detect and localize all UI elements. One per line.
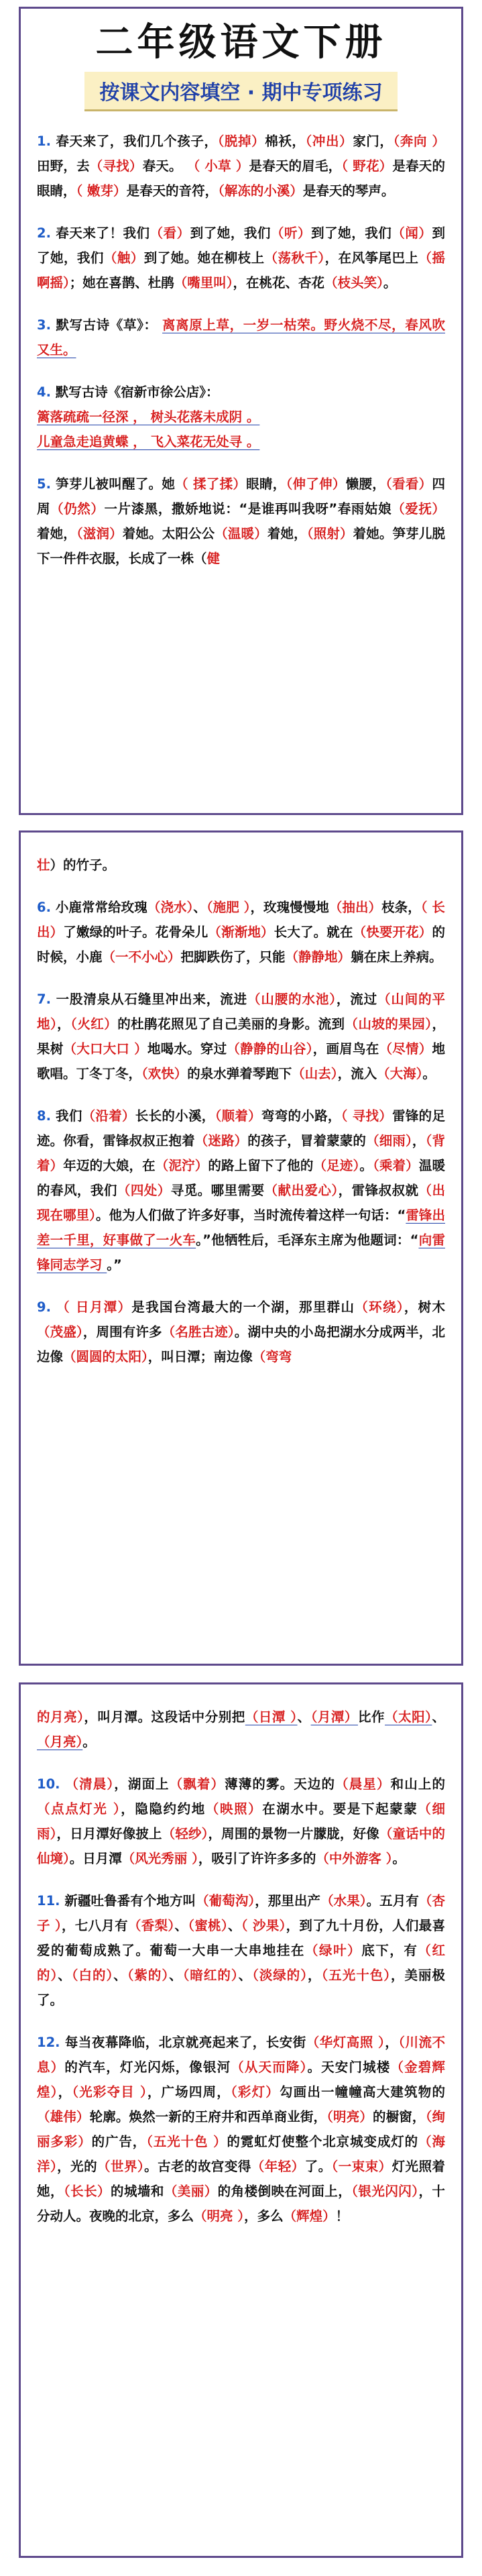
answer-text: （仍然）: [50, 501, 105, 517]
question-text: 是春天的眼睛，: [37, 158, 445, 199]
answer-text: （清晨）: [65, 1776, 115, 1792]
answer-text: （绚丽多彩）: [37, 2109, 445, 2149]
question-text: ，光的: [57, 2159, 98, 2174]
answer-text: （四处）: [117, 1183, 171, 1198]
exercise-item: [37, 895, 445, 969]
question-text: 春天。: [142, 158, 187, 174]
question-text: 、: [193, 900, 206, 915]
subtitle-banner: [21, 72, 461, 111]
question-text: ，日月潭好像披上: [56, 1826, 162, 1841]
question-text: ，流入: [337, 1066, 377, 1081]
question-text: 默写古诗《宿新市徐公店》：: [50, 384, 219, 400]
answer-text: （背着）: [37, 1133, 445, 1173]
answer-text: （葡萄沟）: [196, 1893, 255, 1909]
answer-text: （彩灯）: [230, 2084, 280, 2100]
answer-text: （杏子 ）: [37, 1893, 445, 1933]
answer-text: （触）: [103, 250, 144, 266]
answer-text: 的月亮）: [37, 1709, 84, 1725]
answer-text: （泥泞）: [155, 1158, 208, 1173]
question-text: 是春天的眉毛，: [249, 158, 342, 174]
exercise-item: [37, 987, 445, 1086]
item-number: 12.: [37, 2035, 60, 2050]
question-text: 。湖中央的小岛把湖水分成两半，北边像: [37, 1324, 445, 1364]
answer-text: （太阳）: [385, 1709, 432, 1725]
answer-text: （圆圆的太阳）: [63, 1349, 148, 1364]
question-text: 。: [392, 1851, 406, 1866]
answer-text: （美丽）: [164, 2184, 218, 2199]
question-text: 长长的小溪，: [135, 1108, 215, 1124]
answer-text: （月亮）: [37, 1734, 83, 1750]
question-text: 到了她，我们: [190, 225, 271, 241]
answer-text: （金碧辉煌）: [37, 2059, 445, 2100]
question-text: 了嫩绿的叶子。花骨朵儿: [63, 924, 208, 940]
question-text: 和山上的: [390, 1776, 445, 1792]
question-text: 枝条，: [381, 900, 421, 915]
question-text: 底下，有: [361, 1943, 418, 1958]
question-text: 的孩子，冒着蒙蒙的: [247, 1133, 367, 1148]
answer-text: （荡秋千）: [264, 250, 325, 266]
answer-text: （从天而降）: [231, 2059, 308, 2075]
answer-text: （ 沙果）: [241, 1918, 286, 1933]
answer-text: （轻纱）: [162, 1826, 208, 1841]
answer-text: （一束束）: [331, 2159, 392, 2174]
question-text: 春天来了，我们几个孩子，: [50, 133, 218, 149]
question-text: 一股清泉从石缝里冲出来，流进: [50, 991, 247, 1007]
question-text: ，流过: [336, 991, 377, 1007]
answer-text: （环绕）: [355, 1299, 404, 1315]
question-text: 我们: [50, 1108, 82, 1124]
question-text: ，雷锋叔叔就: [338, 1183, 419, 1198]
answer-text: （脱掉）: [217, 133, 265, 149]
question-text: 是春天的音符，: [126, 183, 219, 199]
answer-text: （茂盛）: [37, 1324, 83, 1340]
item-number: 11.: [37, 1893, 60, 1909]
answer-text: （雄伟）: [37, 2109, 90, 2125]
question-text: ，在桃花、杏花: [233, 275, 325, 290]
question-text: ，: [412, 1133, 426, 1148]
exercise-item: [37, 129, 445, 203]
question-text: 躺在床上养病。: [351, 949, 442, 965]
answer-text: （山间的平地）: [37, 991, 445, 1032]
item-number: 10.: [37, 1776, 60, 1792]
answer-text: （尽情）: [379, 1041, 432, 1057]
answer-text: （暗红的）: [182, 1968, 239, 1983]
answer-text: 向雷锋同志学习: [37, 1232, 445, 1273]
question-text: ，到了九十月份，人们最喜爱的葡萄成熟了。葡萄一大串一大串地挂在: [37, 1918, 445, 1958]
question-text: 勾画出一幢幢高大建筑物的: [279, 2084, 445, 2100]
answer-text: （爱抚）: [391, 501, 445, 517]
question-text: ）的竹子。: [50, 857, 116, 873]
answer-text: 壮: [37, 857, 50, 873]
page-3: [19, 1682, 463, 2558]
answer-text: （银光闪闪）: [351, 2184, 419, 2199]
question-text: ，广场四周，: [147, 2084, 231, 2100]
question-text: 。: [422, 1066, 436, 1081]
question-text: 懒腰，: [345, 476, 386, 492]
answer-text: （火红）: [70, 1016, 118, 1032]
answer-text: （大口大口 ）: [63, 1041, 147, 1057]
answer-text: （ 野花）: [341, 158, 393, 174]
question-text: 、: [227, 1918, 241, 1933]
question-text: 。他为人们做了许多好事，当时流传着这样一句话：“: [95, 1208, 406, 1223]
item-number: 1.: [37, 133, 51, 149]
question-text: 弯弯的小路，: [261, 1108, 341, 1124]
exercise-item: [37, 1295, 445, 1369]
question-text: ，周围有许多: [82, 1324, 162, 1340]
item-number: 5.: [37, 476, 51, 492]
item-number: 6.: [37, 900, 51, 915]
question-text: ，: [57, 1016, 71, 1032]
answer-text: 儿童急走追黄蝶 ， 飞入菜花无处寻 。: [37, 434, 260, 449]
answer-text: 篱落疏疏一径深 ， 树头花落未成阴 。: [37, 409, 260, 425]
question-text: ，多么: [244, 2208, 284, 2224]
answer-text: （五光十色 ）: [146, 2134, 227, 2149]
answer-text: （绿叶）: [304, 1943, 362, 1958]
answer-text: （晨星）: [335, 1776, 391, 1792]
exercise-item: [37, 313, 445, 362]
answer-text: （看）: [149, 225, 190, 241]
answer-text: 雷锋出差一千里，好事做了一火车: [37, 1208, 445, 1248]
question-text: 、: [174, 1918, 188, 1933]
question-text: ，玫瑰慢慢地: [250, 900, 329, 915]
exercise-item: [37, 1705, 445, 1754]
answer-text: （淡绿的）: [252, 1968, 308, 1983]
question-text: 的城墙和: [111, 2184, 164, 2199]
answer-text: （世界）: [97, 2159, 145, 2174]
answer-text: （顺着）: [215, 1108, 261, 1124]
question-text: 薄薄的雾。天边的: [225, 1776, 336, 1792]
answer-text: （风光秀丽 ）: [121, 1851, 198, 1866]
answer-text: （ 寻找）: [341, 1108, 393, 1124]
question-text: 长大了。就在: [274, 924, 353, 940]
question-text: 着她，: [37, 526, 76, 541]
question-text: 的霓虹灯使整个北京城变成灯的: [227, 2134, 419, 2149]
answer-text: （辉煌）: [283, 2208, 336, 2224]
question-text: 着她。太阳公公: [122, 526, 215, 541]
answer-text: （川流不息）: [37, 2035, 445, 2075]
question-text: 。: [383, 275, 397, 290]
question-text: ，: [308, 1968, 322, 1983]
answer-text: （华灯高照 ）: [306, 2035, 385, 2050]
question-text: 到了她，我们: [311, 225, 392, 241]
question-text: 地歌唱。丁冬丁冬，: [37, 1041, 445, 1081]
question-text: 比作: [357, 1709, 385, 1725]
question-text: 小鹿常常给玫瑰: [50, 900, 147, 915]
question-text: ，: [385, 2035, 399, 2050]
item-number: 8.: [37, 1108, 51, 1124]
answer-text: （献出爱心）: [264, 1183, 339, 1198]
page-2-content: [21, 833, 461, 1393]
question-text: 的杜鹃花照见了自己美丽的身影。流到: [117, 1016, 345, 1032]
question-text: 眼睛，: [246, 476, 286, 492]
answer-text: （山去）: [292, 1066, 338, 1081]
question-text: 的时候，小鹿: [37, 924, 445, 965]
answer-text: （欢快）: [141, 1066, 188, 1081]
question-text: ，七八月有: [61, 1918, 128, 1933]
question-text: 。”: [107, 1257, 122, 1273]
answer-text: （闻）: [391, 225, 432, 241]
answer-text: （紫的）: [127, 1968, 170, 1983]
answer-text: （映照）: [205, 1801, 263, 1817]
answer-text: （快要开花）: [353, 924, 432, 940]
answer-text: （ 揉了揉）: [175, 476, 247, 492]
question-text: 。: [359, 1158, 373, 1173]
answer-text: （沿着）: [82, 1108, 135, 1124]
question-text: 默写古诗《草》：: [50, 317, 163, 333]
item-number: 2.: [37, 225, 51, 241]
question-text: 田野，去: [37, 158, 90, 174]
answer-text: （出现在哪里）: [37, 1183, 445, 1223]
question-text: 一片漆黑，撒娇地说：“是谁再叫我呀”春雨姑娘: [104, 501, 392, 517]
answer-text: （红的）: [37, 1943, 445, 1983]
question-text: 着她。笋芽儿脱下一件件衣服，长成了一株（: [37, 526, 445, 566]
question-text: 灯光照着她，: [37, 2159, 445, 2199]
question-text: ，在风筝尾巴上: [324, 250, 419, 266]
question-text: 。古老的故宫变得: [144, 2159, 251, 2174]
question-text: 着她，: [267, 526, 307, 541]
answer-text: （冲出）: [305, 133, 353, 149]
answer-text: （香梨）: [127, 1918, 175, 1933]
answer-text: （山腰的水池）: [247, 991, 337, 1007]
answer-text: （伸了伸）: [286, 476, 346, 492]
question-text: 在湖水中。要是下起蒙蒙: [262, 1801, 418, 1817]
answer-text: （静静的山谷）: [227, 1041, 313, 1057]
question-text: 、: [238, 1968, 253, 1983]
question-text: ，十分动人。夜晚的北京，多么: [37, 2184, 445, 2224]
question-text: 的橱窗，: [372, 2109, 426, 2125]
answer-text: （名胜古迹）: [162, 1324, 235, 1340]
answer-text: （ 嫩芽）: [76, 183, 127, 199]
question-text: ，果树: [37, 1016, 445, 1057]
item-number: 3.: [37, 317, 51, 333]
answer-text: （月潭）: [310, 1709, 358, 1725]
answer-text: （ 长出）: [37, 900, 445, 940]
question-text: 家门，: [353, 133, 394, 149]
question-text: 、: [297, 1709, 311, 1725]
answer-text: （蜜桃）: [188, 1918, 228, 1933]
page-title: 二年级语文下册: [95, 21, 387, 64]
question-text: 寻觅。哪里需要: [170, 1183, 265, 1198]
answer-text: （年轻）: [251, 2159, 305, 2174]
question-text: 的广告，: [91, 2134, 147, 2149]
question-text: ，吸引了许许多多的: [198, 1851, 316, 1866]
question-text: 是春天的琴声。: [302, 183, 395, 199]
answer-text: （摇啊摇）: [37, 250, 445, 290]
question-text: ，隐隐约约地: [121, 1801, 206, 1817]
answer-text: （一不小心）: [102, 949, 181, 965]
answer-text: （静静地）: [285, 949, 351, 965]
question-text: ，: [58, 2084, 72, 2100]
answer-text: （水果）: [320, 1893, 367, 1909]
question-text: 的路上留下了他的: [208, 1158, 314, 1173]
answer-text: （温暖）: [215, 526, 267, 541]
answer-text: （山坡的果园）: [345, 1016, 432, 1032]
answer-text: （飘着）: [169, 1776, 225, 1792]
answer-text: （抽出）: [328, 900, 382, 915]
question-text: 温暖的春风，我们: [37, 1158, 445, 1198]
answer-text: （奔向 ）: [393, 133, 445, 149]
answer-text: （滋润）: [76, 526, 123, 541]
answer-text: 离离原上草，一岁一枯荣。野火烧不尽，春风吹又生。: [37, 317, 445, 358]
item-number: 4.: [37, 384, 51, 400]
answer-text: （点点灯光 ）: [37, 1801, 121, 1817]
answer-text: （渐渐地）: [208, 924, 274, 940]
question-text: ，树木: [404, 1299, 445, 1315]
item-number: 9.: [37, 1299, 51, 1315]
question-text: ，叫日潭；南边像: [147, 1349, 253, 1364]
answer-text: （童话中的仙境）: [37, 1826, 445, 1866]
question-text: 雷锋的足迹。你看，雷锋叔叔正抱着: [37, 1108, 445, 1148]
answer-text: （中外游客 ）: [316, 1851, 393, 1866]
answer-text: （足迹）: [313, 1158, 360, 1173]
answer-text: （长长）: [63, 2184, 111, 2199]
question-text: 、: [169, 1968, 183, 1983]
answer-text: （明亮）: [326, 2109, 373, 2125]
question-text: 、: [58, 1968, 72, 1983]
exercise-item: [37, 1104, 445, 1277]
item-number: 7.: [37, 991, 51, 1007]
question-text: ，画眉鸟在: [312, 1041, 379, 1057]
answer-text: （寻找）: [89, 158, 143, 174]
answer-text: （嘴里叫）: [174, 275, 233, 290]
exercise-item: [37, 2030, 445, 2229]
answer-text: （解冻的小溪）: [218, 183, 303, 199]
question-text: ，周围的景物一片朦胧，好像: [208, 1826, 379, 1841]
answer-text: （ 小草 ）: [186, 158, 249, 174]
question-text: ，叫月潭。这段话中分别把: [84, 1709, 245, 1725]
question-text: 是我国台湾最大的一个湖，那里群山: [131, 1299, 355, 1315]
answer-text: （迷路）: [194, 1133, 248, 1148]
question-text: 。”他牺牲后，毛泽东主席为他题词：“: [196, 1232, 419, 1248]
exercise-item: [37, 472, 445, 571]
answer-text: （听）: [270, 225, 312, 241]
question-text: ，湖面上: [114, 1776, 170, 1792]
question-text: 。: [82, 1734, 96, 1750]
question-text: 把脚跌伤了，只能: [180, 949, 286, 965]
question-text: ，那里出产: [255, 1893, 321, 1909]
exercise-item: [37, 853, 445, 877]
question-text: 笋芽儿被叫醒了。她: [50, 476, 176, 492]
question-text: 地喝水。穿过: [147, 1041, 227, 1057]
question-text: ！: [335, 2208, 349, 2224]
question-text: ；她在喜鹊、杜鹃: [69, 275, 174, 290]
answer-text: （ 日月潭）: [56, 1299, 132, 1315]
exercise-item: [37, 221, 445, 295]
question-text: 的汽车，灯光闪烁，像银河: [64, 2059, 231, 2075]
page-2: [19, 830, 463, 1666]
question-text: 、: [432, 1709, 445, 1725]
page-1: [19, 7, 463, 815]
answer-text: （枝头笑）: [324, 275, 383, 290]
question-text: 、: [113, 1968, 127, 1983]
answer-text: （五光十色）: [321, 1968, 391, 1983]
answer-text: （日潭 ）: [245, 1709, 298, 1725]
answer-text: （浇水）: [147, 900, 194, 915]
answer-text: （白的）: [71, 1968, 114, 1983]
question-text: [51, 1299, 56, 1315]
answer-text: （大海）: [377, 1066, 423, 1081]
answer-text: （细雨）: [366, 1133, 412, 1148]
exercise-item: [37, 380, 445, 454]
question-text: 每当夜幕降临，北京就亮起来了，长安街: [60, 2035, 306, 2050]
question-text: 到了她，我们: [37, 225, 445, 266]
question-text: 棉袄，: [265, 133, 306, 149]
answer-text: （海洋）: [37, 2134, 445, 2174]
question-text: 轮廓。焕然一新的王府井和西单商业街，: [89, 2109, 327, 2125]
question-text: 的泉水弹着琴跑下: [187, 1066, 292, 1081]
page-3-content: [21, 1684, 461, 2253]
question-text: 。天安门城楼: [307, 2059, 391, 2075]
exercise-item: [37, 1888, 445, 2012]
question-text: 的角楼倒映在河面上，: [217, 2184, 352, 2199]
answer-text: （施肥 ）: [206, 900, 251, 915]
page-1-content: [21, 111, 461, 595]
question-text: 了。: [304, 2159, 332, 2174]
question-text: 新疆吐鲁番有个地方叫: [60, 1893, 196, 1909]
question-text: 春天来了！我们: [50, 225, 150, 241]
answer-text: （光彩夺目 ）: [72, 2084, 147, 2100]
question-text: 。五月有: [366, 1893, 419, 1909]
answer-text: （乘着）: [373, 1158, 419, 1173]
answer-text: （明亮 ）: [194, 2208, 245, 2224]
page-subtitle: 按课文内容填空 · 期中专项练习: [84, 72, 397, 111]
question-text: 。日月潭: [69, 1851, 122, 1866]
answer-text: （细雨）: [37, 1801, 445, 1841]
question-text: 到了她。她在柳枝上: [143, 250, 265, 266]
question-text: 四周: [37, 476, 445, 517]
answer-text: （看看）: [385, 476, 432, 492]
question-text: 年迈的大娘，在: [63, 1158, 156, 1173]
question-text: ，美丽极了。: [37, 1968, 445, 2008]
exercise-item: [37, 1772, 445, 1871]
answer-text: 健: [206, 551, 221, 566]
answer-text: （弯弯: [252, 1349, 292, 1364]
answer-text: （照射）: [306, 526, 353, 541]
